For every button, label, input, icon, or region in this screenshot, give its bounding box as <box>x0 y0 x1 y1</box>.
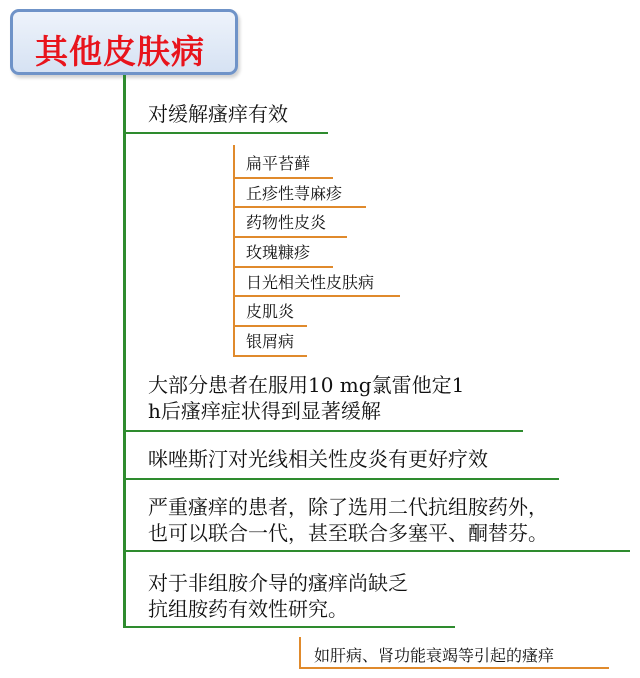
sub-item-liver-kidney: 如肝病、肾功能衰竭等引起的瘙痒 <box>314 646 555 665</box>
sub-item-lichen-planus: 扁平苔藓 <box>246 154 311 173</box>
sub-item-photodermatoses: 日光相关性皮肤病 <box>246 273 375 292</box>
branch-loratadine-underline <box>123 430 523 432</box>
main-trunk-line <box>123 75 126 627</box>
branch-relieve-itch: 对缓解瘙痒有效 <box>148 102 288 126</box>
sub-item-underline <box>299 667 609 669</box>
title: 其他皮肤病 <box>35 32 205 71</box>
sub-item-underline <box>233 266 333 268</box>
branch-severe-itch-line-1: 严重瘙痒的患者，除了选用二代抗组胺药外， <box>148 495 548 519</box>
branch-non-histamine-line-1: 对于非组胺介导的瘙痒尚缺乏 <box>148 571 408 595</box>
sub-trunk-line-liver <box>299 637 301 668</box>
branch-loratadine-line-1: 大部分患者在服用10 mg氯雷他定1 <box>148 373 465 397</box>
branch-non-histamine-underline <box>123 626 455 628</box>
branch-relieve-itch-underline <box>123 132 328 134</box>
sub-item-drug-dermatitis: 药物性皮炎 <box>246 213 327 232</box>
branch-severe-itch-underline <box>123 550 630 552</box>
branch-mizolastine: 咪唑斯汀对光线相关性皮炎有更好疗效 <box>148 447 488 471</box>
branch-severe-itch-line-2: 也可以联合一代，甚至联合多塞平、酮替芬。 <box>148 521 548 545</box>
sub-item-underline <box>233 295 400 297</box>
sub-item-psoriasis: 银屑病 <box>246 332 295 351</box>
sub-item-underline <box>233 206 366 208</box>
sub-item-pityriasis-rosea: 玫瑰糠疹 <box>246 243 311 262</box>
branch-mizolastine-underline <box>123 478 559 480</box>
sub-item-papular-urticaria: 丘疹性荨麻疹 <box>246 184 343 203</box>
branch-loratadine-line-2: h后瘙痒症状得到显著缓解 <box>148 399 381 423</box>
sub-item-underline <box>233 355 307 357</box>
sub-item-underline <box>233 177 333 179</box>
sub-item-underline <box>233 236 347 238</box>
title-box <box>10 9 238 75</box>
sub-item-dermatomyositis: 皮肌炎 <box>246 302 295 321</box>
sub-item-underline <box>233 325 307 327</box>
branch-non-histamine-line-2: 抗组胺药有效性研究。 <box>148 597 348 621</box>
